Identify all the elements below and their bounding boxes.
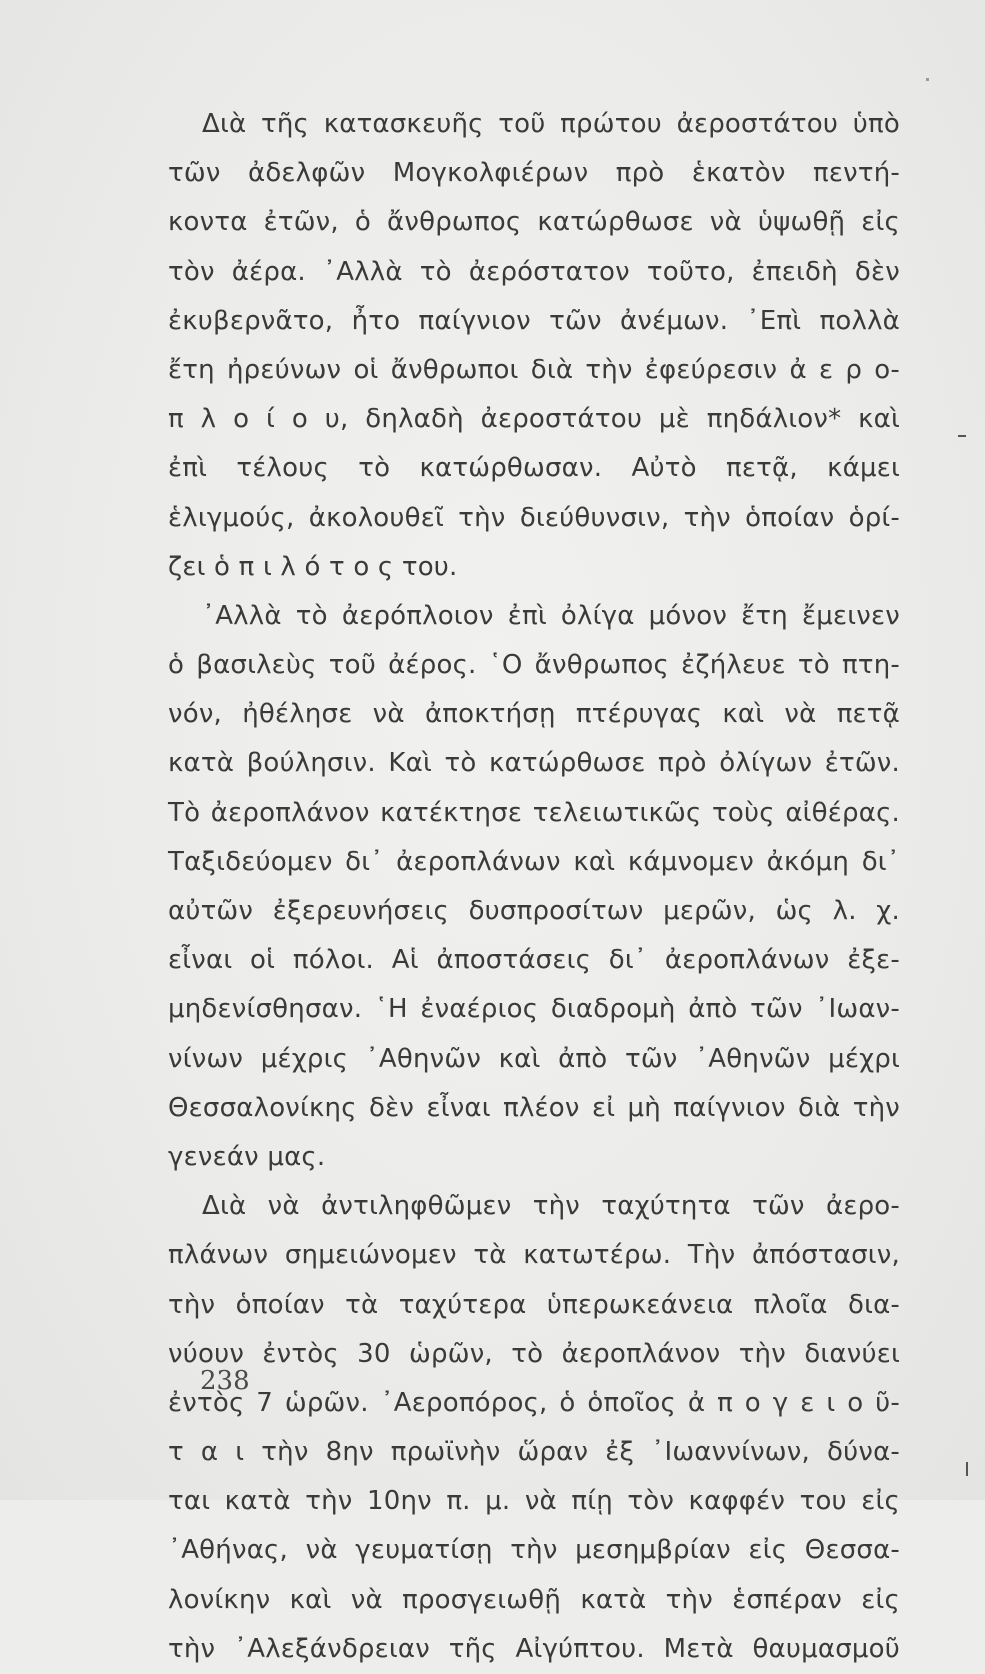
text-line: τὴν ὁποίαν τὰ ταχύτερα ὑπερωκεάνεια πλοῖα δια- bbox=[168, 1289, 900, 1320]
text-line: ᾿Αθήνας, νὰ γευματίσῃ τὴν μεσημβρίαν εἰς Θεσσα- bbox=[168, 1535, 900, 1566]
text-line: εἶναι οἱ πόλοι. Αἱ ἀποστάσεις δι᾿ ἀεροπλάνων ἐξε- bbox=[168, 945, 900, 976]
text-line: μηδενίσθησαν. ῾Η ἐναέριος διαδρομὴ ἀπὸ τῶν ᾿Ιωαν- bbox=[168, 994, 900, 1025]
text-line: γενεάν μας. bbox=[168, 1141, 326, 1172]
text-line: τὸν ἀέρα. ᾿Αλλὰ τὸ ἀερόστατον τοῦτο, ἐπειδὴ δὲν bbox=[168, 256, 900, 287]
text-line: Διὰ τῆς κατασκευῆς τοῦ πρώτου ἀεροστάτου ὑπὸ bbox=[202, 109, 900, 139]
text-line: νύουν ἐντὸς 30 ὡρῶν, τὸ ἀεροπλάνον τὴν διανύει bbox=[168, 1338, 900, 1369]
text-line: Θεσσαλονίκης δὲν εἶναι πλέον εἰ μὴ παίγνιον διὰ τὴν bbox=[168, 1092, 900, 1123]
text-line: τῶν ἀδελφῶν Μογκολφιέρων πρὸ ἑκατὸν πεντή- bbox=[168, 158, 900, 189]
margin-mark-upper bbox=[958, 435, 966, 437]
text-line: ἑλιγμούς, ἀκολουθεῖ τὴν διεύθυνσιν, τὴν ὁποίαν ὁρί- bbox=[168, 502, 900, 533]
text-line: κοντα ἐτῶν, ὁ ἄνθρωπος κατώρθωσε νὰ ὑψωθῇ εἰς bbox=[168, 207, 900, 238]
text-line: π λ ο ί ο υ, δηλαδὴ ἀεροστάτου μὲ πηδάλιον* καὶ bbox=[168, 404, 900, 435]
paragraph-3 bbox=[168, 1182, 900, 1674]
text-line: Ταξιδεύομεν δι᾿ ἀεροπλάνων καὶ κάμνομεν ἀκόμη δι᾿ bbox=[168, 846, 900, 877]
body-text bbox=[168, 100, 900, 1674]
text-line: λονίκην καὶ νὰ προσγειωθῇ κατὰ τὴν ἑσπέραν εἰς bbox=[168, 1584, 900, 1615]
text-line: ἐντὸς 7 ὡρῶν. ᾿Αεροπόρος, ὁ ὁποῖος ἀ π ο γ ε ι ο ῦ- bbox=[168, 1387, 900, 1418]
text-line: Διὰ νὰ ἀντιληφθῶμεν τὴν ταχύτητα τῶν ἀερο- bbox=[202, 1191, 900, 1222]
text-line: ὁ βασιλεὺς τοῦ ἀέρος. ῾Ο ἄνθρωπος ἐζήλευε τὸ πτη- bbox=[168, 650, 900, 681]
text-line: ζει ὁ π ι λ ό τ ο ς του. bbox=[168, 551, 458, 582]
text-line: ἔτη ἠρεύνων οἱ ἄνθρωποι διὰ τὴν ἐφεύρεσιν ἀ ε ρ ο- bbox=[168, 354, 900, 385]
paragraph-2 bbox=[168, 592, 900, 1182]
page-number: 238 bbox=[200, 1366, 250, 1396]
paragraph-1 bbox=[168, 100, 900, 592]
text-line: κατὰ βούλησιν. Καὶ τὸ κατώρθωσε πρὸ ὀλίγων ἐτῶν. bbox=[168, 748, 900, 779]
text-line: τὴν ᾿Αλεξάνδρειαν τῆς Αἰγύπτου. Μετὰ θαυμασμοῦ bbox=[168, 1633, 900, 1664]
text-line: Τὸ ἀεροπλάνον κατέκτησε τελειωτικῶς τοὺς αἰθέρας. bbox=[168, 797, 900, 828]
text-line: αὐτῶν ἐξερευνήσεις δυσπροσίτων μερῶν, ὡς λ. χ. bbox=[168, 896, 900, 926]
text-line: ται κατὰ τὴν 10ην π. μ. νὰ πίῃ τὸν καφφέν του εἰς bbox=[168, 1486, 900, 1517]
text-line: τ α ι τὴν 8ην πρωϊνὴν ὥραν ἐξ ᾿Ιωαννίνων, δύνα- bbox=[168, 1437, 900, 1468]
text-line: ἐκυβερνᾶτο, ἦτο παίγνιον τῶν ἀνέμων. ᾿Επὶ πολλὰ bbox=[168, 305, 900, 336]
text-line: πλάνων σημειώνομεν τὰ κατωτέρω. Τὴν ἀπόστασιν, bbox=[168, 1240, 900, 1271]
text-line: ᾿Αλλὰ τὸ ἀερόπλοιον ἐπὶ ὀλίγα μόνον ἔτη ἔμεινεν bbox=[202, 600, 900, 631]
text-line: νόν, ἠθέλησε νὰ ἀποκτήσῃ πτέρυγας καὶ νὰ πετᾷ bbox=[168, 699, 900, 730]
text-line: νίνων μέχρις ᾿Αθηνῶν καὶ ἀπὸ τῶν ᾿Αθηνῶν μέχρι bbox=[168, 1043, 900, 1074]
margin-mark-lower bbox=[966, 1462, 968, 1476]
text-line: ἐπὶ τέλους τὸ κατώρθωσαν. Αὐτὸ πετᾷ, κάμει bbox=[168, 453, 900, 484]
margin-mark-dot bbox=[926, 78, 929, 81]
